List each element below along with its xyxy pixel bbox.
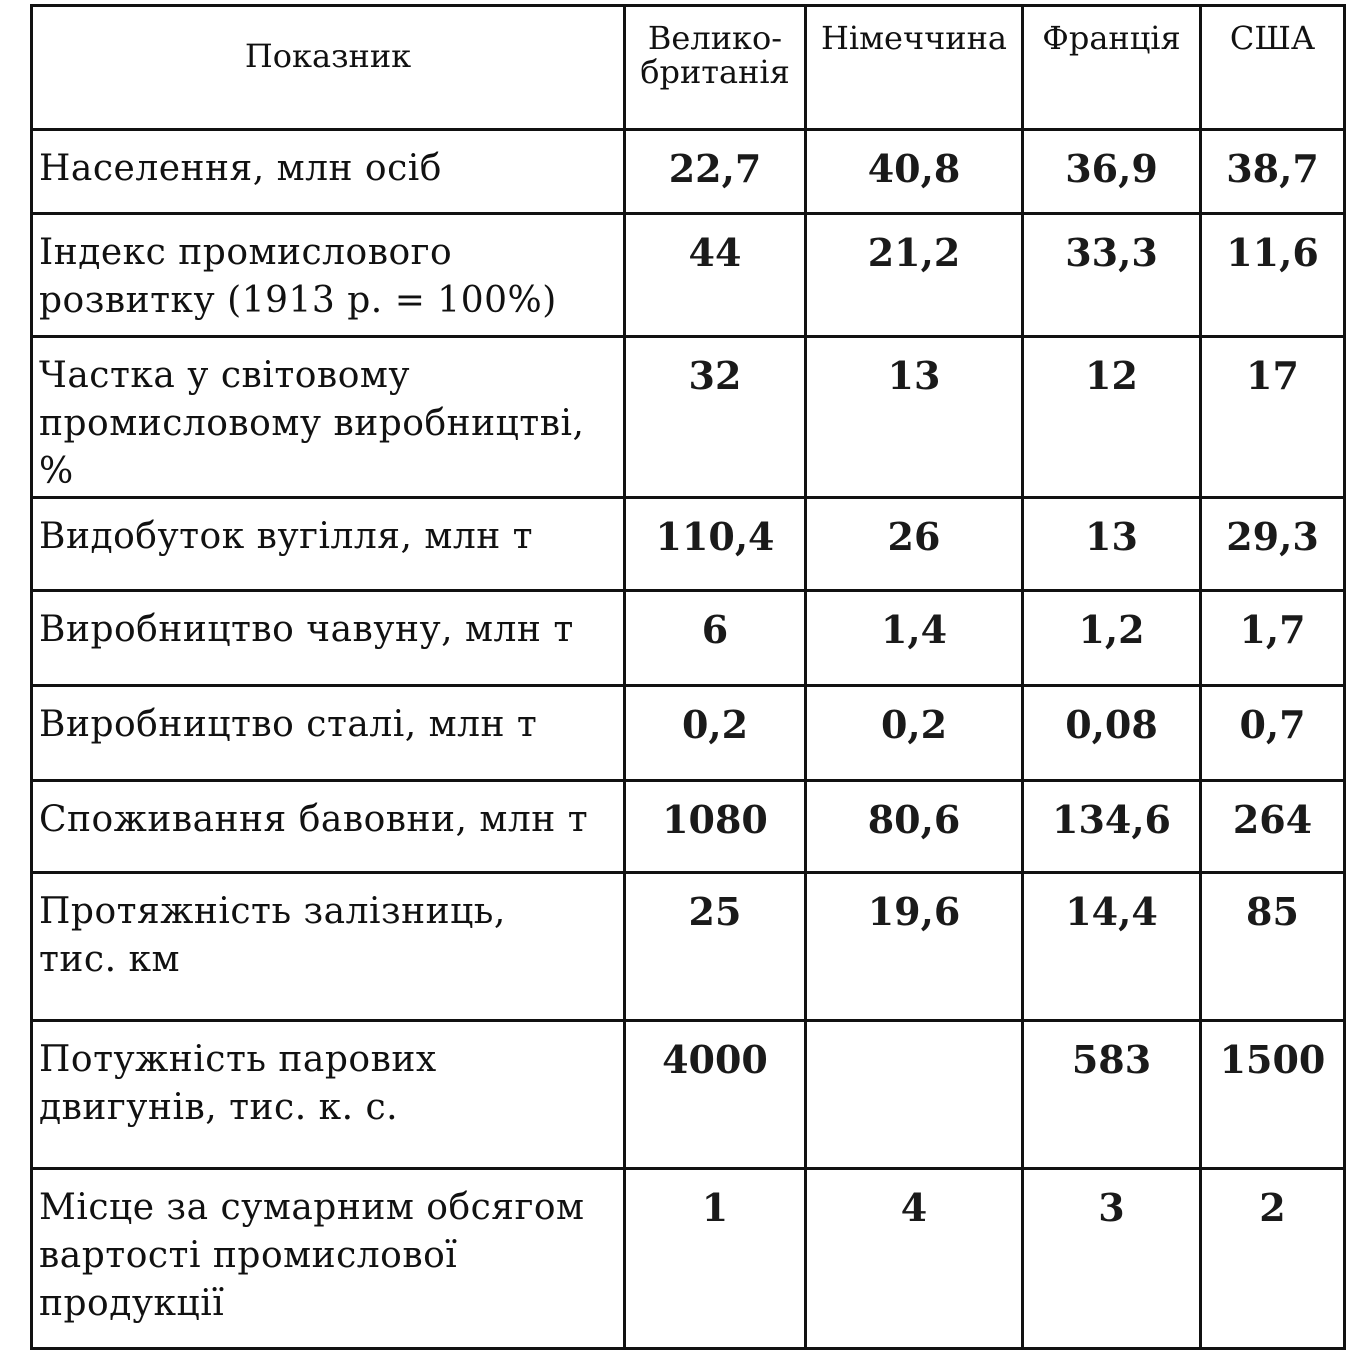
row-label: Протяжність залізниць, тис. км: [32, 873, 625, 1021]
row-label: Виробництво чавуну, млн т: [32, 591, 625, 686]
cell-usa: 0,7: [1201, 686, 1345, 781]
cell-usa: 1500: [1201, 1021, 1345, 1169]
cell-france: 3: [1023, 1169, 1201, 1349]
table-row: [32, 1021, 1345, 1169]
cell-usa: 11,6: [1201, 214, 1345, 337]
cell-france: 12: [1023, 337, 1201, 498]
header-france: Франція: [1023, 6, 1201, 130]
header-germany: Німеччина: [806, 6, 1023, 130]
header-great-britain: Велико- британія: [625, 6, 806, 130]
row-label: Видобуток вугілля, млн т: [32, 498, 625, 591]
row-label: Споживання бавовни, млн т: [32, 781, 625, 873]
table-row: [32, 337, 1345, 498]
cell-france: 1,2: [1023, 591, 1201, 686]
cell-germany: 26: [806, 498, 1023, 591]
table-row: [32, 873, 1345, 1021]
cell-great-britain: 1080: [625, 781, 806, 873]
header-row: [32, 6, 1345, 130]
cell-great-britain: 32: [625, 337, 806, 498]
table-row: [32, 686, 1345, 781]
row-label: Місце за сумарним обсягом вартості промислової продукції: [32, 1169, 625, 1349]
cell-germany: 0,2: [806, 686, 1023, 781]
cell-france: 0,08: [1023, 686, 1201, 781]
cell-germany: 13: [806, 337, 1023, 498]
row-label: Потужність парових двигунів, тис. к. с.: [32, 1021, 625, 1169]
cell-germany: [806, 1021, 1023, 1169]
cell-france: 33,3: [1023, 214, 1201, 337]
cell-france: 583: [1023, 1021, 1201, 1169]
header-indicator: Показник: [32, 6, 625, 130]
cell-france: 13: [1023, 498, 1201, 591]
cell-great-britain: 44: [625, 214, 806, 337]
cell-usa: 1,7: [1201, 591, 1345, 686]
cell-germany: 40,8: [806, 130, 1023, 214]
cell-usa: 17: [1201, 337, 1345, 498]
table-row: [32, 781, 1345, 873]
cell-france: 14,4: [1023, 873, 1201, 1021]
table-row: [32, 130, 1345, 214]
cell-great-britain: 0,2: [625, 686, 806, 781]
cell-germany: 80,6: [806, 781, 1023, 873]
cell-usa: 29,3: [1201, 498, 1345, 591]
table-row: [32, 498, 1345, 591]
table-row: [32, 214, 1345, 337]
cell-france: 36,9: [1023, 130, 1201, 214]
cell-usa: 264: [1201, 781, 1345, 873]
row-label: Населення, млн осіб: [32, 130, 625, 214]
cell-germany: 4: [806, 1169, 1023, 1349]
cell-germany: 1,4: [806, 591, 1023, 686]
cell-great-britain: 6: [625, 591, 806, 686]
statistics-table: [30, 4, 1346, 1350]
cell-germany: 21,2: [806, 214, 1023, 337]
cell-germany: 19,6: [806, 873, 1023, 1021]
cell-great-britain: 4000: [625, 1021, 806, 1169]
row-label: Виробництво сталі, млн т: [32, 686, 625, 781]
cell-usa: 2: [1201, 1169, 1345, 1349]
cell-great-britain: 22,7: [625, 130, 806, 214]
cell-great-britain: 1: [625, 1169, 806, 1349]
row-label: Частка у світовому промисловому виробництві, %: [32, 337, 625, 498]
cell-usa: 38,7: [1201, 130, 1345, 214]
cell-great-britain: 110,4: [625, 498, 806, 591]
table-row: [32, 591, 1345, 686]
row-label: Індекс промислового розвитку (1913 р. = 100%): [32, 214, 625, 337]
cell-great-britain: 25: [625, 873, 806, 1021]
header-usa: США: [1201, 6, 1345, 130]
cell-usa: 85: [1201, 873, 1345, 1021]
table-row: [32, 1169, 1345, 1349]
cell-france: 134,6: [1023, 781, 1201, 873]
